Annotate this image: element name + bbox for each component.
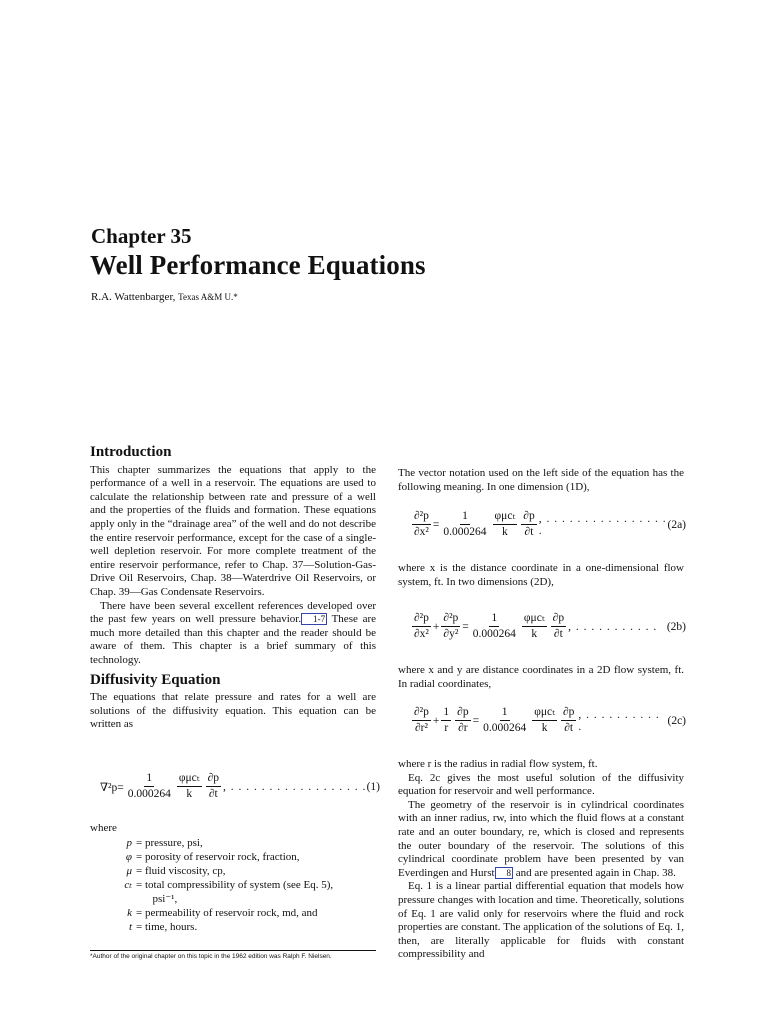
author-affiliation: Texas A&M U.*	[178, 292, 238, 302]
eq2c-const	[481, 706, 528, 735]
variable-row	[90, 864, 376, 878]
right-paragraph-2: where x is the distance coordinate in a one-dimensional flow system, ft. In two dimensions (2D),	[398, 562, 684, 588]
eq2c-plus: +	[432, 714, 440, 727]
variable-list	[90, 836, 376, 934]
right-paragraph-4: where r is the radius in radial flow system, ft.	[398, 758, 598, 770]
eq2c-t2-num: 1	[441, 706, 451, 721]
eq2a-leader-dots: , . . . . . . . . . . . . . . . . .	[538, 512, 667, 537]
eq2a-t1-num: ∂²p	[412, 510, 431, 525]
intro-p2-text-b: These are much more detailed than this chapter and the reader should be aware of them. This chapter is a brief summary of this technology.	[90, 613, 376, 666]
variable-symbol: cₜ	[124, 878, 132, 891]
eq1-prop-num: φμcₜ	[177, 772, 202, 787]
eq2c-t1-num: ∂²p	[412, 706, 431, 721]
eq2c-prop-num: φμcₜ	[532, 706, 557, 721]
equation-2a	[410, 510, 686, 539]
eq2b-const-num: 1	[489, 612, 499, 627]
eq2c-number: (2c)	[667, 714, 686, 727]
right-p6-text-a: The geometry of the reservoir is in cylindrical coordinates with an inner radius, rw, into which the fluid flows at a constant rate and an outer boundary, re, which is closed and represents the outer boundary of the reservoir. The solutions of this cylindrical coordinate problem have been presented by van Everdingen and Hurst	[398, 798, 684, 879]
eq2a-equals: =	[432, 518, 440, 531]
eq1-deriv-den: ∂t	[208, 788, 218, 800]
right-col-p3	[398, 664, 684, 691]
chapter-number: Chapter 35	[91, 224, 192, 248]
intro-heading: Introduction	[90, 444, 172, 460]
eq2c-t1-den: ∂r²	[414, 722, 428, 734]
eq2a-const	[441, 510, 488, 539]
diffusivity-heading: Diffusivity Equation	[90, 671, 221, 688]
right-paragraph-6	[398, 799, 684, 881]
variable-symbol: k	[127, 906, 132, 919]
variable-symbol: φ	[125, 850, 132, 863]
variable-row	[90, 906, 376, 920]
eq1-prop-den: k	[186, 788, 193, 800]
variable-definition: = fluid viscosity, cp,	[136, 864, 226, 877]
eq2c-term3	[455, 706, 470, 735]
eq2c-prop-den: k	[541, 722, 548, 734]
right-col-p2	[398, 562, 684, 589]
intro-p2-text-a: There have been several excellent references developed over the past few years on well pressure behavior.	[90, 599, 376, 626]
right-paragraph-5: Eq. 2c gives the most useful solution of the diffusivity equation for reservoir and well performance.	[398, 771, 684, 798]
equation-1	[100, 772, 380, 801]
eq2c-const-num: 1	[500, 706, 510, 721]
eq2b-deriv-num: ∂p	[551, 612, 566, 627]
chapter-title: Well Performance Equations	[90, 250, 426, 280]
variable-row	[90, 850, 376, 864]
variable-definition: = time, hours.	[136, 920, 198, 933]
eq2b-number: (2b)	[666, 620, 686, 633]
right-paragraph-3: where x and y are distance coordinates in a 2D flow system, ft. In radial coordinates,	[398, 664, 684, 690]
eq1-const-num: 1	[144, 772, 154, 787]
eq2b-t2-num: ∂²p	[441, 612, 460, 627]
eq2a-prop-den: k	[502, 526, 508, 538]
diffusivity-paragraph: The equations that relate pressure and rates for a well are solutions of the diffusivity equation. This equation can be written as	[90, 691, 376, 731]
eq1-property-fraction	[177, 772, 202, 801]
eq1-constant-fraction	[126, 772, 173, 801]
eq2c-term2	[441, 706, 451, 735]
left-column	[90, 446, 376, 732]
equation-2b	[410, 612, 686, 641]
eq2c-leader-dots: , . . . . . . . . . . .	[578, 708, 660, 733]
eq2b-t2-den: ∂y²	[443, 628, 459, 640]
variable-symbol: t	[128, 920, 132, 933]
reference-link-1-7[interactable]: 1-7	[301, 613, 327, 625]
variable-row	[90, 836, 376, 850]
variable-definitions	[90, 822, 376, 934]
variable-definition: psi⁻¹,	[136, 892, 178, 905]
eq2c-equals: =	[472, 714, 480, 727]
right-col-intro	[398, 467, 684, 494]
eq2b-prop-num: φμcₜ	[522, 612, 547, 627]
eq1-number: (1)	[366, 780, 380, 793]
variable-symbol: μ	[126, 864, 132, 877]
eq2c-const-den: 0.000264	[483, 722, 527, 734]
eq2b-term1	[412, 612, 431, 641]
variable-symbol	[90, 892, 136, 906]
eq1-derivative-fraction	[206, 772, 221, 801]
eq1-deriv-num: ∂p	[206, 772, 221, 787]
footnote: *Author of the original chapter on this topic in the 1962 edition was Ralph F. Nielsen.	[90, 950, 376, 961]
reference-link-8[interactable]: 8	[495, 867, 514, 879]
right-p6-text-b: and are presented again in Chap. 38.	[513, 866, 676, 879]
eq2a-prop	[493, 510, 518, 539]
eq2a-number: (2a)	[667, 518, 686, 531]
eq1-const-den: 0.000264	[127, 788, 171, 800]
eq2c-t3-num: ∂p	[455, 706, 470, 721]
eq2b-t1-den: ∂x²	[414, 628, 429, 640]
eq2b-deriv-den: ∂t	[553, 628, 563, 640]
right-paragraph-1: The vector notation used on the left side of the equation has the following meaning. In one dimension (1D),	[398, 467, 684, 493]
eq1-leader-dots: , . . . . . . . . . . . . . . . . . .	[223, 780, 367, 793]
variable-row	[90, 892, 376, 906]
eq2b-prop	[522, 612, 547, 641]
eq2a-const-num: 1	[460, 510, 470, 525]
eq2b-leader-dots: , . . . . . . . . . . .	[568, 620, 658, 633]
eq2a-const-den: 0.000264	[443, 526, 487, 538]
equation-2c	[410, 706, 686, 735]
eq2c-prop	[532, 706, 557, 735]
right-paragraph-7: Eq. 1 is a linear partial differential equation that models how pressure changes with location and time. Theoretically, solutions of Eq. 1 are valid only for reservoirs where the fluid and rock properties are constant. The application of the solutions of Eq. 1, then, are literally applicable for fluids with constant compressibility and	[398, 880, 684, 961]
eq2a-prop-num: φμcₜ	[493, 510, 518, 525]
eq2c-t3-den: ∂r	[458, 722, 468, 734]
variable-definition: = total compressibility of system (see Eq. 5),	[136, 878, 334, 891]
eq2a-deriv-den: ∂t	[524, 526, 534, 538]
eq2c-deriv	[561, 706, 576, 735]
variable-definition: = permeability of reservoir rock, md, and	[136, 906, 318, 919]
eq2b-term2	[441, 612, 460, 641]
eq2c-term1	[412, 706, 431, 735]
eq2b-const-den: 0.000264	[472, 628, 516, 640]
author-name: R.A. Wattenbarger,	[91, 291, 176, 303]
right-col-body	[398, 758, 684, 962]
variable-symbol: p	[126, 836, 132, 849]
variable-definition: = porosity of reservoir rock, fraction,	[136, 850, 300, 863]
author-line	[91, 291, 238, 303]
eq2b-prop-den: k	[531, 628, 538, 640]
intro-paragraph-2	[90, 600, 376, 668]
eq2a-t1-den: ∂x²	[414, 526, 429, 538]
eq2c-t2-den: r	[444, 722, 449, 734]
eq2a-deriv-num: ∂p	[521, 510, 536, 525]
eq2a-deriv	[521, 510, 536, 539]
eq2b-deriv	[551, 612, 566, 641]
eq2b-plus: +	[432, 620, 440, 633]
where-label: where	[90, 822, 117, 834]
intro-paragraph-1: This chapter summarizes the equations that apply to the performance of a well in a reservoir. The equations are used to calculate the relationship between rate and pressure of a well and the properties of the fluids and formation. These equations apply only in the “drainage area” of the well and do not describe the entire reservoir performance, except for the case of a single-well depletion reservoir. For more complete treatment of the entire reservoir performance, refer to Chap. 37—Solution-Gas-Drive Oil Reservoirs, Chap. 38—Waterdrive Oil Reservoirs, or Chap. 39—Gas Condensate Reservoirs.	[90, 463, 376, 598]
eq2b-equals: =	[462, 620, 469, 633]
variable-row	[90, 920, 376, 934]
variable-definition: = pressure, psi,	[136, 836, 203, 849]
eq2b-const	[471, 612, 518, 641]
eq1-lhs: ∇²p=	[100, 781, 124, 794]
variable-row	[90, 878, 376, 892]
eq2c-deriv-num: ∂p	[561, 706, 576, 721]
eq2b-t1-num: ∂²p	[412, 612, 431, 627]
eq2a-term1	[412, 510, 431, 539]
eq2c-deriv-den: ∂t	[564, 722, 574, 734]
